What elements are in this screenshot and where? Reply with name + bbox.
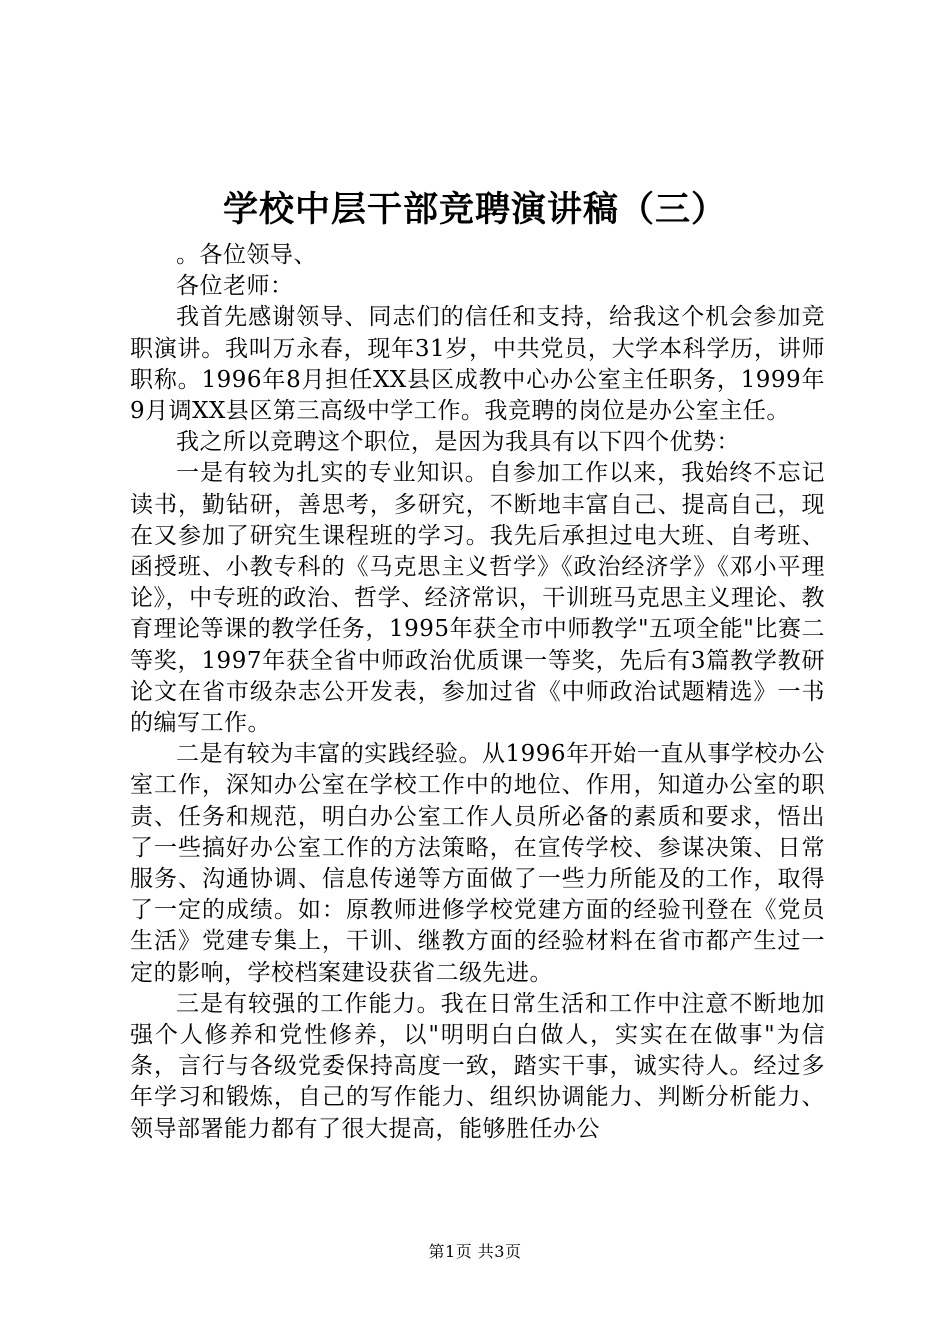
paragraph-advantage-experience: 二是有较为丰富的实践经验。从1996年开始一直从事学校办公室工作，深知办公室在学校工作中的地位、作用，知道办公室的职责、任务和规范，明白办公室工作人员所必备的素质和要求，悟出了一些搞好办公室工作的方法策略，在宣传学校、参谋决策、日常服务、沟通协调、信息传递等方面做了一些力所能及的工作，取得了一定的成绩。如：原教师进修学校党建方面的经验刊登在《党员生活》党建专集上，干训、继教方面的经验材料在省市都产生过一定的影响，学校档案建设获省二级先进。	[130, 741, 825, 986]
page-number-footer: 第1页 共3页	[428, 1242, 522, 1261]
paragraph-advantages-intro: 我之所以竞聘这个职位，是因为我具有以下四个优势：	[176, 429, 740, 456]
paragraph-greeting-teachers: 各位老师：	[176, 273, 294, 300]
paragraph-greeting-leaders: 。各位领导、	[176, 242, 317, 268]
document-body	[130, 240, 825, 1145]
paragraph-advantage-knowledge: 一是有较为扎实的专业知识。自参加工作以来，我始终不忘记读书，勤钻研，善思考，多研究，不断地丰富自己、提高自己，现在又参加了研究生课程班的学习。我先后承担过电大班、自考班、函授班、小教专科的《马克思主义哲学》《政治经济学》《邓小平理论》，中专班的政治、哲学、经济常识，干训班马克思主义理论、教育理论等课的教学任务，1995年获全市中师教学"五项全能"比赛二等奖，1997年获全省中师政治优质课一等奖，先后有3篇教学教研论文在省市级杂志公开发表，参加过省《中师政治试题精选》一书的编写工作。	[130, 460, 825, 737]
paragraph-advantage-ability: 三是有较强的工作能力。我在日常生活和工作中注意不断地加强个人修养和党性修养，以"明明白白做人，实实在在做事"为信条，言行与各级党委保持高度一致，踏实干事，诚实待人。经过多年学习和锻炼，自己的写作能力、组织协调能力、判断分析能力、领导部署能力都有了很大提高，能够胜任办公	[130, 990, 825, 1142]
paragraph-introduction: 我首先感谢领导、同志们的信任和支持，给我这个机会参加竞职演讲。我叫万永春，现年31岁，中共党员，大学本科学历，讲师职称。1996年8月担任XX县区成教中心办公室主任职务，1999年9月调XX县区第三高级中学工作。我竞聘的岗位是办公室主任。	[130, 304, 825, 425]
document-title: 学校中层干部竞聘演讲稿（三）	[222, 189, 727, 230]
